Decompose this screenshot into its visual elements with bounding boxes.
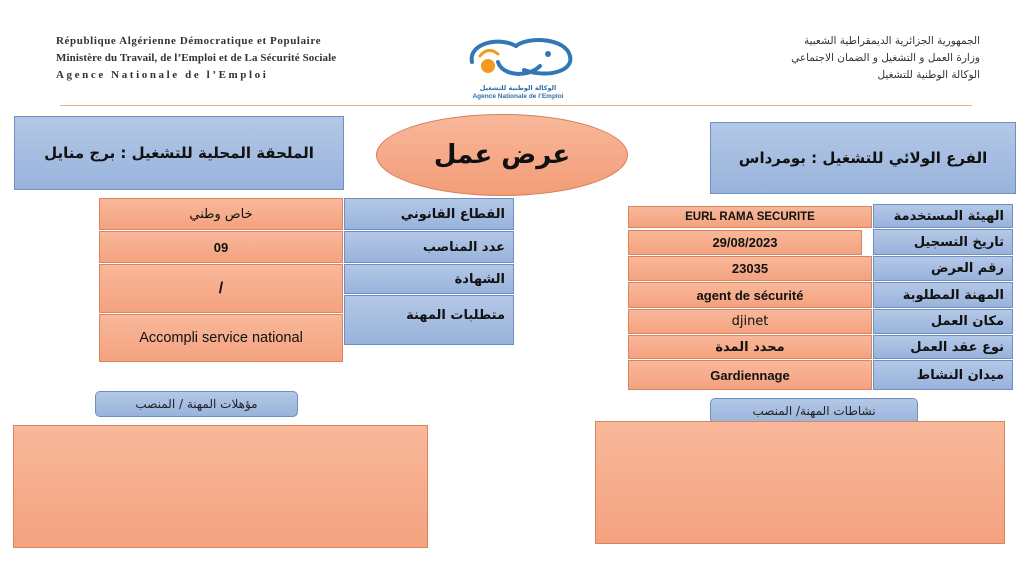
logo-caption-ar: الوكالة الوطنية للتشغيل bbox=[479, 84, 557, 92]
left-label-legal-sector: القطاع القانوني bbox=[344, 198, 514, 230]
right-value-registration-date: 29/08/2023 bbox=[628, 230, 862, 255]
header-ar-line-3: الوكالة الوطنية للتشغيل bbox=[877, 69, 980, 81]
right-value-contract-type: محدد المدة bbox=[628, 335, 872, 359]
right-label-employer: الهيئة المستخدمة bbox=[873, 204, 1013, 228]
right-label-activity-field: ميدان النشاط bbox=[873, 360, 1013, 390]
qualifications-content-box bbox=[13, 425, 428, 548]
right-branch-box: الفرع الولائي للتشغيل : بومرداس bbox=[710, 122, 1016, 194]
header-ar-line-2: وزارة العمل و التشغيل و الضمان الاجتماعي bbox=[791, 52, 980, 64]
page-title: عرض عمل bbox=[376, 114, 628, 196]
left-branch-box: الملحقة المحلية للتشغيل : برج منايل bbox=[14, 116, 344, 190]
right-label-offer-number: رقم العرض bbox=[873, 256, 1013, 281]
right-value-offer-number: 23035 bbox=[628, 256, 872, 281]
activities-content-box bbox=[595, 421, 1005, 544]
header-divider bbox=[60, 105, 972, 106]
header-ar-line-1: الجمهورية الجزائرية الديمقراطية الشعبية bbox=[803, 35, 980, 47]
header-fr-line-3: Agence Nationale de l’Emploi bbox=[56, 69, 269, 81]
header-fr-line-2: Ministère du Travail, de l’Emploi et de La Sécurité Sociale bbox=[56, 52, 337, 64]
header-fr-line-1: République Algérienne Démocratique et Populaire bbox=[56, 35, 322, 47]
left-label-diploma: الشهادة bbox=[344, 264, 514, 294]
left-value-job-requirements: Accompli service national bbox=[99, 314, 343, 362]
right-value-workplace: djinet bbox=[628, 309, 872, 334]
activities-label: نشاطات المهنة/ المنصب bbox=[710, 398, 918, 424]
left-label-job-requirements: متطلبات المهنة bbox=[344, 295, 514, 345]
right-value-job-title: agent de sécurité bbox=[628, 282, 872, 308]
left-label-positions-count: عدد المناصب bbox=[344, 231, 514, 263]
left-value-legal-sector: خاص وطني bbox=[99, 198, 343, 230]
qualifications-label: مؤهلات المهنة / المنصب bbox=[95, 391, 298, 417]
agency-logo-icon bbox=[458, 32, 578, 84]
right-label-registration-date: تاريخ التسجيل bbox=[873, 229, 1013, 255]
right-value-activity-field: Gardiennage bbox=[628, 360, 872, 390]
right-value-employer: EURL RAMA SECURITE bbox=[628, 206, 872, 228]
right-label-job-title: المهنة المطلوبة bbox=[873, 282, 1013, 308]
left-value-positions-count: 09 bbox=[99, 231, 343, 263]
logo-caption-fr: Agence Nationale de l’Emploi bbox=[472, 93, 564, 100]
left-value-diploma: / bbox=[99, 264, 343, 313]
right-label-contract-type: نوع عقد العمل bbox=[873, 335, 1013, 359]
right-label-workplace: مكان العمل bbox=[873, 309, 1013, 334]
